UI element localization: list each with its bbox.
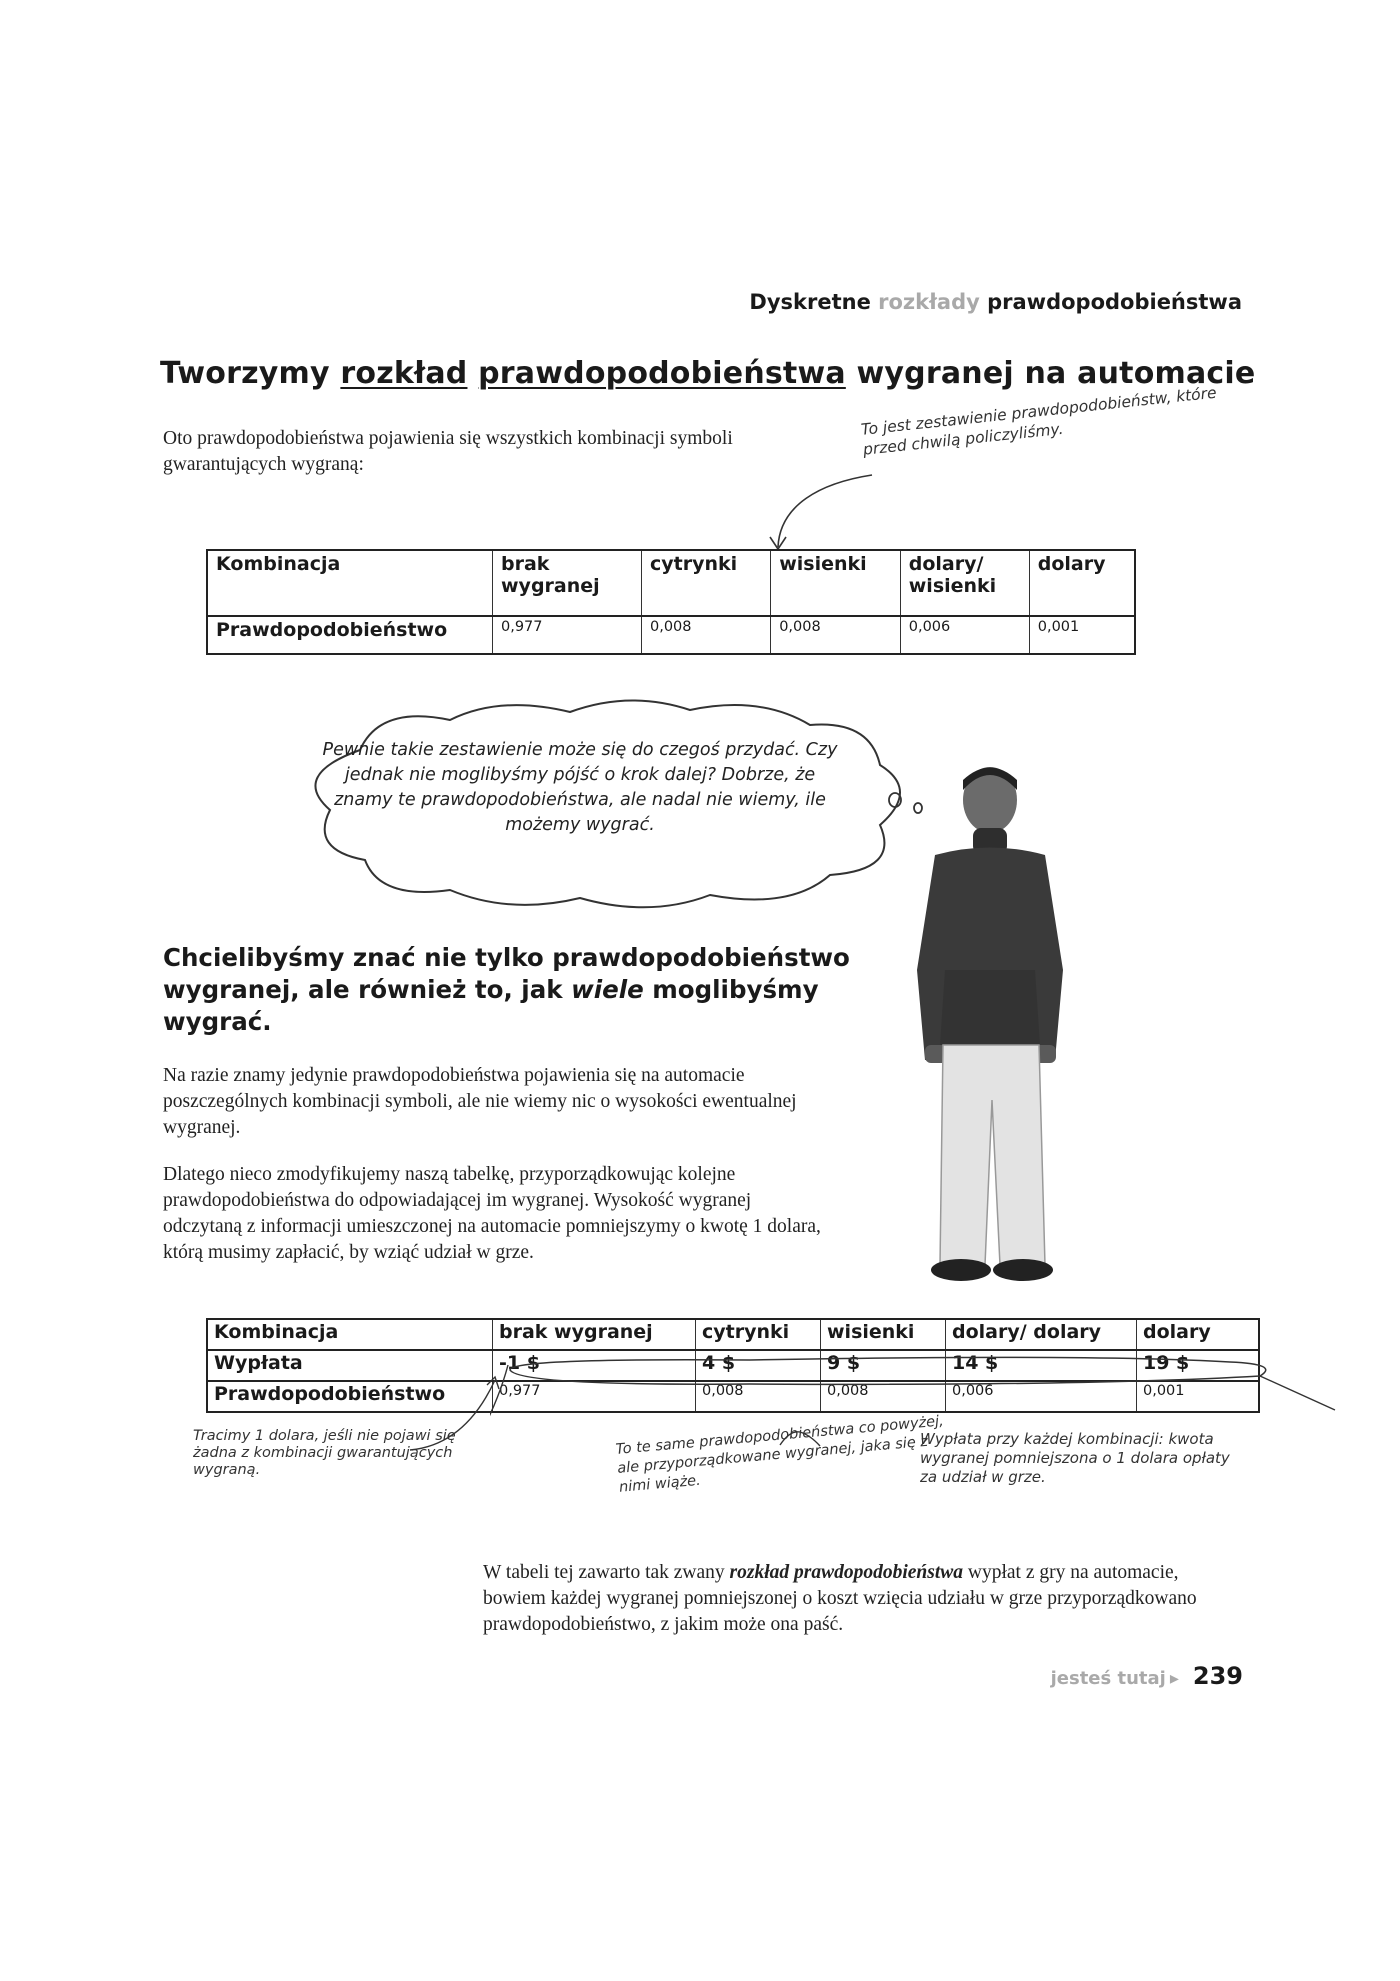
header-part3: prawdopodobieństwa bbox=[987, 290, 1242, 314]
probability-table bbox=[206, 549, 1136, 655]
table-cell: 0,006 bbox=[946, 1381, 1137, 1412]
table-header-cell: cytrynki bbox=[642, 550, 771, 616]
table-cell: 0,001 bbox=[1029, 616, 1135, 654]
table-header-cell: dolary bbox=[1137, 1319, 1260, 1350]
triangle-right-icon: ▸ bbox=[1169, 1668, 1179, 1689]
section-subheading bbox=[163, 942, 853, 1038]
final-text-end: wypłat z gry na automacie, bowiem każdej wygranej pomniejszonej o koszt wzięcia udziału w grze przyporządkowano prawdopodobieństwo, z jakim może ona paść. bbox=[483, 1562, 1197, 1635]
annotation-arrow-icon bbox=[760, 465, 880, 555]
table-header-cell: dolary/ wisienki bbox=[900, 550, 1029, 616]
subheading-text-end: moglibyśmy wygrać. bbox=[163, 975, 819, 1036]
title-word4: wygranej na automacie bbox=[856, 356, 1256, 391]
final-emphasis: rozkład prawdopodobieństwa bbox=[729, 1562, 964, 1583]
thought-text: Pewnie takie zestawienie może się do czegoś przydać. Czy jednak nie moglibyśmy pójść o krok dalej? Dobrze, że znamy te prawdopodobieństwa, ale nadal nie wiemy, ile możemy wygrać. bbox=[322, 740, 838, 835]
header-part2: rozkłady bbox=[878, 290, 980, 314]
annotation-payout: Wypłata przy każdej kombinacji: kwota wygranej pomniejszona o 1 dolara opłaty za udział w grze. bbox=[920, 1430, 1230, 1486]
page-title bbox=[160, 356, 1255, 391]
table-cell: 0,008 bbox=[696, 1381, 821, 1412]
title-word2: rozkład bbox=[340, 356, 468, 391]
table-header-cell: brak wygranej bbox=[493, 550, 642, 616]
paragraph-1: Na razie znamy jedynie prawdopodobieństwa pojawienia się na automacie poszczególnych kombinacji symboli, ale nie wiemy nic o wysokości ewentualnej wygranej. bbox=[163, 1065, 797, 1138]
paragraph-2: Dlatego nieco zmodyfikujemy naszą tabelkę, przyporządkowując kolejne prawdopodobieństwa do odpowiadającej im wygranej. Wysokość wygranej odczytaną z informacji umieszczonej na automacie pomniejszymy o kwotę 1 dolara, którą musimy zapłacić, by wziąć udział w grze. bbox=[163, 1164, 821, 1263]
table-label-cell: Prawdopodobieństwo bbox=[207, 616, 493, 654]
table-header-cell: dolary bbox=[1029, 550, 1135, 616]
annotation-top: To jest zestawienie prawdopodobieństw, które przed chwilą policzyliśmy. bbox=[860, 383, 1218, 459]
table-header-cell: brak wygranej bbox=[493, 1319, 696, 1350]
table-cell: -1 $ bbox=[493, 1350, 696, 1381]
annotation-loss: Tracimy 1 dolara, jeśli nie pojawi się żadna z kombinacji gwarantujących wygraną. bbox=[193, 1428, 456, 1478]
page-footer bbox=[1000, 1662, 1243, 1690]
table-cell: 0,006 bbox=[900, 616, 1029, 654]
table-cell: 19 $ bbox=[1137, 1350, 1260, 1381]
you-are-here-label: jesteś tutaj bbox=[1050, 1668, 1166, 1689]
table-header-cell: dolary/ dolary bbox=[946, 1319, 1137, 1350]
running-header bbox=[700, 290, 1242, 314]
table-header-cell: wisienki bbox=[771, 550, 901, 616]
table-header-cell: cytrynki bbox=[696, 1319, 821, 1350]
table-label-cell: Prawdopodobieństwo bbox=[207, 1381, 493, 1412]
table-cell: 9 $ bbox=[821, 1350, 946, 1381]
person-illustration bbox=[895, 760, 1085, 1300]
page-number: 239 bbox=[1192, 1662, 1243, 1690]
table-cell: 0,008 bbox=[771, 616, 901, 654]
table-header-cell: Kombinacja bbox=[207, 550, 493, 616]
annotation-loss-arrow-icon bbox=[395, 1375, 515, 1465]
annotation-same: To te same prawdopodobieństwa co powyżej, ale przyporządkowane wygranej, jaka się z nimi wiąże. bbox=[615, 1413, 945, 1496]
table-header-cell: wisienki bbox=[821, 1319, 946, 1350]
table-cell: 0,001 bbox=[1137, 1381, 1260, 1412]
table-cell: 0,977 bbox=[493, 1381, 696, 1412]
title-word3: prawdopodobieństwa bbox=[478, 356, 846, 391]
table-row bbox=[207, 616, 1135, 654]
title-word1: Tworzymy bbox=[160, 356, 330, 391]
subheading-emphasis: wiele bbox=[571, 975, 644, 1004]
table-cell: 0,008 bbox=[642, 616, 771, 654]
intro-paragraph: Oto prawdopodobieństwa pojawienia się wszystkich kombinacji symboli gwarantujących wygraną: bbox=[163, 428, 733, 475]
table-row bbox=[207, 550, 1135, 616]
table-cell: 0,977 bbox=[493, 616, 642, 654]
table-label-cell: Wypłata bbox=[207, 1350, 493, 1381]
final-paragraph bbox=[483, 1560, 1203, 1638]
table-cell: 0,008 bbox=[821, 1381, 946, 1412]
table-header-cell: Kombinacja bbox=[207, 1319, 493, 1350]
table-cell: 14 $ bbox=[946, 1350, 1137, 1381]
table-cell: 4 $ bbox=[696, 1350, 821, 1381]
final-text: W tabeli tej zawarto tak zwany bbox=[483, 1562, 730, 1583]
header-part1: Dyskretne bbox=[749, 290, 871, 314]
subheading-text: Chcielibyśmy znać nie tylko prawdopodobieństwo wygranej, ale również to, jak bbox=[163, 943, 850, 1004]
